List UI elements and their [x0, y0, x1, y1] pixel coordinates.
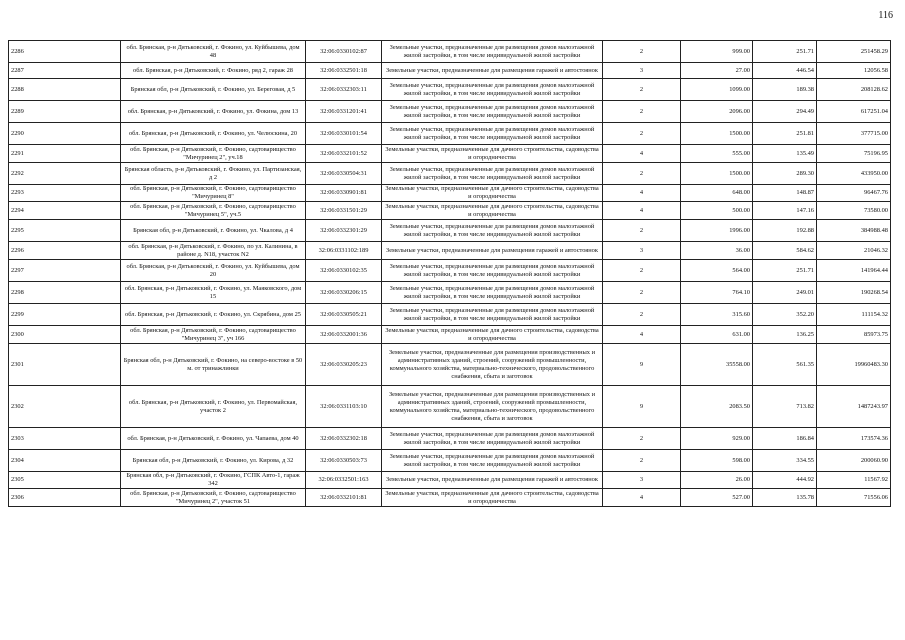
land-use-cell: Земельные участки, предназначенные для размещения домов малоэтажной жилой застройки, в том числе индивидуальной жилой застройки [382, 220, 603, 242]
table-row [9, 450, 891, 472]
category-cell: 3 [603, 63, 681, 79]
cadastral-number-cell: 32:06:0331103:10 [306, 386, 382, 428]
cadastral-number-cell: 32:06:0332001:36 [306, 326, 382, 344]
specific-value-cell: 186.84 [753, 428, 817, 450]
address-cell: обл. Брянская, р-н Дятьковский, г. Фокино, ул. Челюскина, 20 [121, 123, 306, 145]
address-cell: Брянская обл, р-н Дятьковский, г. Фокино, на северо-востоке в 50 м. от тринажлинки [121, 344, 306, 386]
address-cell: обл. Брянская, р-н Дятьковский, г. Фокино, садтоварищество "Мичуринец 5", уч.5 [121, 202, 306, 220]
table-row [9, 145, 891, 163]
table-row [9, 202, 891, 220]
cadastral-value-cell: 200060.90 [817, 450, 891, 472]
address-cell: обл. Брянская, р-н Дятьковский, г. Фокино, ул. Куйбышева, дом 48 [121, 41, 306, 63]
specific-value-cell: 251.81 [753, 123, 817, 145]
row-number: 2292 [9, 163, 121, 185]
cadastral-value-table [8, 40, 891, 507]
cadastral-value-cell: 251458.29 [817, 41, 891, 63]
address-cell: Брянская обл, р-н Дятьковский, г. Фокино, ул. Береговая, д 5 [121, 79, 306, 101]
specific-value-cell: 148.87 [753, 185, 817, 202]
address-cell: Брянская обл, р-н Дятьковский, г. Фокино, ГСПК Авто-1, гараж 342 [121, 472, 306, 489]
cadastral-value-cell: 433950.00 [817, 163, 891, 185]
category-cell: 4 [603, 489, 681, 507]
area-cell: 36.00 [681, 242, 753, 260]
specific-value-cell: 446.54 [753, 63, 817, 79]
category-cell: 2 [603, 304, 681, 326]
row-number: 2296 [9, 242, 121, 260]
cadastral-value-cell: 71556.06 [817, 489, 891, 507]
table-row [9, 472, 891, 489]
specific-value-cell: 584.62 [753, 242, 817, 260]
area-cell: 2096.00 [681, 101, 753, 123]
page-number: 116 [878, 10, 893, 21]
area-cell: 929.00 [681, 428, 753, 450]
land-use-cell: Земельные участки, предназначенные для дачного строительства, садоводства и огородничества [382, 326, 603, 344]
cadastral-value-cell: 377715.00 [817, 123, 891, 145]
category-cell: 4 [603, 202, 681, 220]
row-number: 2295 [9, 220, 121, 242]
land-use-cell: Земельные участки, предназначенные для размещения домов малоэтажной жилой застройки, в том числе индивидуальной жилой застройки [382, 123, 603, 145]
specific-value-cell: 352.20 [753, 304, 817, 326]
row-number: 2304 [9, 450, 121, 472]
land-use-cell: Земельные участки, предназначенные для размещения домов малоэтажной жилой застройки, в том числе индивидуальной жилой застройки [382, 282, 603, 304]
specific-value-cell: 561.35 [753, 344, 817, 386]
cadastral-number-cell: 32:06:0330206:15 [306, 282, 382, 304]
row-number: 2300 [9, 326, 121, 344]
table-row [9, 326, 891, 344]
land-use-cell: Земельные участки, предназначенные для размещения домов малоэтажной жилой застройки, в том числе индивидуальной жилой застройки [382, 41, 603, 63]
table-row [9, 163, 891, 185]
row-number: 2291 [9, 145, 121, 163]
cadastral-value-cell: 19960483.30 [817, 344, 891, 386]
row-number: 2305 [9, 472, 121, 489]
table-row [9, 282, 891, 304]
cadastral-value-cell: 208128.62 [817, 79, 891, 101]
land-use-cell: Земельные участки, предназначенные для дачного строительства, садоводства и огородничества [382, 489, 603, 507]
cadastral-number-cell: 32:06:0330205:23 [306, 344, 382, 386]
specific-value-cell: 136.25 [753, 326, 817, 344]
category-cell: 2 [603, 163, 681, 185]
category-cell: 4 [603, 326, 681, 344]
specific-value-cell: 249.01 [753, 282, 817, 304]
area-cell: 764.10 [681, 282, 753, 304]
category-cell: 4 [603, 145, 681, 163]
specific-value-cell: 135.49 [753, 145, 817, 163]
table-row [9, 63, 891, 79]
table-row [9, 101, 891, 123]
cadastral-number-cell: 32:06:0332501:18 [306, 63, 382, 79]
specific-value-cell: 135.78 [753, 489, 817, 507]
row-number: 2303 [9, 428, 121, 450]
address-cell: обл. Брянская, р-н Дятьковский, г. Фокино, садтоварищество "Мичуринец 2", уч.18 [121, 145, 306, 163]
cadastral-value-cell: 190268.54 [817, 282, 891, 304]
land-use-cell: Земельные участки, предназначенные для размещения гаражей и автостоянок [382, 242, 603, 260]
cadastral-value-cell: 173574.36 [817, 428, 891, 450]
land-use-cell: Земельные участки, предназначенные для размещения домов малоэтажной жилой застройки, в том числе индивидуальной жилой застройки [382, 163, 603, 185]
cadastral-value-cell: 111154.32 [817, 304, 891, 326]
category-cell: 2 [603, 101, 681, 123]
area-cell: 27.00 [681, 63, 753, 79]
category-cell: 2 [603, 450, 681, 472]
land-use-cell: Земельные участки, предназначенные для размещения домов малоэтажной жилой застройки, в том числе индивидуальной жилой застройки [382, 260, 603, 282]
specific-value-cell: 294.49 [753, 101, 817, 123]
land-use-cell: Земельные участки, предназначенные для размещения производственных и административных зданий, строений, сооружений промышленности, коммунального хозяйства, материально-технического, продовольственного снабжения, сбыта и заготовок [382, 386, 603, 428]
category-cell: 3 [603, 472, 681, 489]
cadastral-number-cell: 32:06:0332501:163 [306, 472, 382, 489]
row-number: 2306 [9, 489, 121, 507]
table-row [9, 242, 891, 260]
category-cell: 2 [603, 79, 681, 101]
address-cell: обл. Брянская, р-н Дятьковский, г. Фокино, садтоварищество "Мичуринец 2", участок 51 [121, 489, 306, 507]
category-cell: 2 [603, 428, 681, 450]
cadastral-value-cell: 12056.58 [817, 63, 891, 79]
specific-value-cell: 289.30 [753, 163, 817, 185]
cadastral-number-cell: 32:06:0330102:87 [306, 41, 382, 63]
cadastral-value-cell: 73580.00 [817, 202, 891, 220]
cadastral-number-cell: 32:06:0331501:29 [306, 202, 382, 220]
row-number: 2288 [9, 79, 121, 101]
row-number: 2294 [9, 202, 121, 220]
category-cell: 3 [603, 242, 681, 260]
land-use-cell: Земельные участки, предназначенные для размещения домов малоэтажной жилой застройки, в том числе индивидуальной жилой застройки [382, 428, 603, 450]
address-cell: обл. Брянская, р-н Дятьковский, г. Фокино, ул. Чапаева, дом 40 [121, 428, 306, 450]
cadastral-value-cell: 21046.32 [817, 242, 891, 260]
row-number: 2297 [9, 260, 121, 282]
area-cell: 1099.00 [681, 79, 753, 101]
table-row [9, 79, 891, 101]
area-cell: 1500.00 [681, 123, 753, 145]
table-row [9, 304, 891, 326]
address-cell: обл. Брянская, р-н Дятьковский, г. Фокино, ул. Скрябина, дом 25 [121, 304, 306, 326]
land-use-cell: Земельные участки, предназначенные для размещения гаражей и автостоянок [382, 472, 603, 489]
land-use-cell: Земельные участки, предназначенные для размещения домов малоэтажной жилой застройки, в том числе индивидуальной жилой застройки [382, 450, 603, 472]
table-row [9, 489, 891, 507]
land-use-cell: Земельные участки, предназначенные для дачного строительства, садоводства и огородничества [382, 202, 603, 220]
area-cell: 1996.00 [681, 220, 753, 242]
category-cell: 9 [603, 386, 681, 428]
row-number: 2287 [9, 63, 121, 79]
row-number: 2286 [9, 41, 121, 63]
specific-value-cell: 189.38 [753, 79, 817, 101]
address-cell: Брянская область, р-н Дятьковский, г. Фокино, ул. Партизанская, д 2 [121, 163, 306, 185]
table-row [9, 220, 891, 242]
table-row [9, 185, 891, 202]
category-cell: 2 [603, 260, 681, 282]
address-cell: обл. Брянская, р-н Дятьковский, г. Фокино, ул. Первомайская, участок 2 [121, 386, 306, 428]
cadastral-number-cell: 32:06:0332303:11 [306, 79, 382, 101]
area-cell: 999.00 [681, 41, 753, 63]
cadastral-value-cell: 85973.75 [817, 326, 891, 344]
cadastral-value-cell: 141964.44 [817, 260, 891, 282]
row-number: 2293 [9, 185, 121, 202]
area-cell: 598.00 [681, 450, 753, 472]
table-row [9, 386, 891, 428]
land-use-cell: Земельные участки, предназначенные для размещения домов малоэтажной жилой застройки, в том числе индивидуальной жилой застройки [382, 304, 603, 326]
row-number: 2301 [9, 344, 121, 386]
cadastral-number-cell: 32:06:0330504:31 [306, 163, 382, 185]
address-cell: обл. Брянская, р-н Дятьковский, г. Фокино, ул. Куйбышева, дом 20 [121, 260, 306, 282]
address-cell: обл. Брянская, р-н Дятьковский, г. Фокино, ул. Маяковского, дом 15 [121, 282, 306, 304]
address-cell: обл. Брянская, р-н Дятьковский, г. Фокино, ул. Фокина, дом 13 [121, 101, 306, 123]
specific-value-cell: 444.92 [753, 472, 817, 489]
row-number: 2290 [9, 123, 121, 145]
area-cell: 315.60 [681, 304, 753, 326]
area-cell: 648.00 [681, 185, 753, 202]
specific-value-cell: 147.16 [753, 202, 817, 220]
cadastral-value-cell: 11567.92 [817, 472, 891, 489]
row-number: 2302 [9, 386, 121, 428]
cadastral-number-cell: 32:06:0332101:52 [306, 145, 382, 163]
cadastral-number-cell: 32:06:0332101:81 [306, 489, 382, 507]
specific-value-cell: 334.55 [753, 450, 817, 472]
land-use-cell: Земельные участки, предназначенные для размещения гаражей и автостоянок [382, 63, 603, 79]
address-cell: обл. Брянская, р-н Дятьковский, г. Фокино, ряд 2, гараж 28 [121, 63, 306, 79]
cadastral-number-cell: 32:06:0331102:189 [306, 242, 382, 260]
address-cell: обл. Брянская, р-н Дятьковский, г. Фокино, садтоварищество "Мичуринец 8" [121, 185, 306, 202]
land-use-cell: Земельные участки, предназначенные для размещения домов малоэтажной жилой застройки, в том числе индивидуальной жилой застройки [382, 101, 603, 123]
cadastral-number-cell: 32:06:0332302:18 [306, 428, 382, 450]
table-row [9, 260, 891, 282]
category-cell: 2 [603, 123, 681, 145]
table-row [9, 123, 891, 145]
specific-value-cell: 192.88 [753, 220, 817, 242]
address-cell: Брянская обл, р-н Дятьковский, г. Фокино, ул. Кирова, д 32 [121, 450, 306, 472]
land-use-cell: Земельные участки, предназначенные для размещения производственных и административных зданий, строений, сооружений промышленности, коммунального хозяйства, материально-технического, продовольственного снабжения, сбыта и заготовок [382, 344, 603, 386]
category-cell: 4 [603, 185, 681, 202]
area-cell: 555.00 [681, 145, 753, 163]
area-cell: 527.00 [681, 489, 753, 507]
cadastral-number-cell: 32:06:0330505:21 [306, 304, 382, 326]
specific-value-cell: 251.71 [753, 260, 817, 282]
cadastral-number-cell: 32:06:0330503:73 [306, 450, 382, 472]
category-cell: 2 [603, 41, 681, 63]
cadastral-number-cell: 32:06:0330101:54 [306, 123, 382, 145]
table-row [9, 41, 891, 63]
category-cell: 2 [603, 282, 681, 304]
cadastral-value-cell: 384988.48 [817, 220, 891, 242]
address-cell: обл. Брянская, р-н Дятьковский, г. Фокино, по ул. Калинина, в районе д. N18, участок N2 [121, 242, 306, 260]
category-cell: 9 [603, 344, 681, 386]
area-cell: 500.00 [681, 202, 753, 220]
table-row [9, 344, 891, 386]
cadastral-value-cell: 617251.04 [817, 101, 891, 123]
address-cell: Брянская обл, р-н Дятьковский, г. Фокино, ул. Чкалова, д 4 [121, 220, 306, 242]
area-cell: 35558.00 [681, 344, 753, 386]
row-number: 2298 [9, 282, 121, 304]
area-cell: 1500.00 [681, 163, 753, 185]
address-cell: обл. Брянская, р-н Дятьковский, г. Фокино, садтоварищество "Мичуринец 3", уч 166 [121, 326, 306, 344]
cadastral-value-cell: 1487243.97 [817, 386, 891, 428]
area-cell: 564.00 [681, 260, 753, 282]
area-cell: 2083.50 [681, 386, 753, 428]
cadastral-number-cell: 32:06:0331201:41 [306, 101, 382, 123]
land-use-cell: Земельные участки, предназначенные для дачного строительства, садоводства и огородничества [382, 145, 603, 163]
cadastral-value-cell: 96467.76 [817, 185, 891, 202]
cadastral-number-cell: 32:06:0332301:29 [306, 220, 382, 242]
area-cell: 631.00 [681, 326, 753, 344]
row-number: 2299 [9, 304, 121, 326]
cadastral-value-cell: 75196.95 [817, 145, 891, 163]
cadastral-number-cell: 32:06:0330901:81 [306, 185, 382, 202]
row-number: 2289 [9, 101, 121, 123]
land-use-cell: Земельные участки, предназначенные для дачного строительства, садоводства и огородничества [382, 185, 603, 202]
category-cell: 2 [603, 220, 681, 242]
table-row [9, 428, 891, 450]
area-cell: 26.00 [681, 472, 753, 489]
specific-value-cell: 713.82 [753, 386, 817, 428]
land-use-cell: Земельные участки, предназначенные для размещения домов малоэтажной жилой застройки, в том числе индивидуальной жилой застройки [382, 79, 603, 101]
cadastral-number-cell: 32:06:0330102:35 [306, 260, 382, 282]
specific-value-cell: 251.71 [753, 41, 817, 63]
